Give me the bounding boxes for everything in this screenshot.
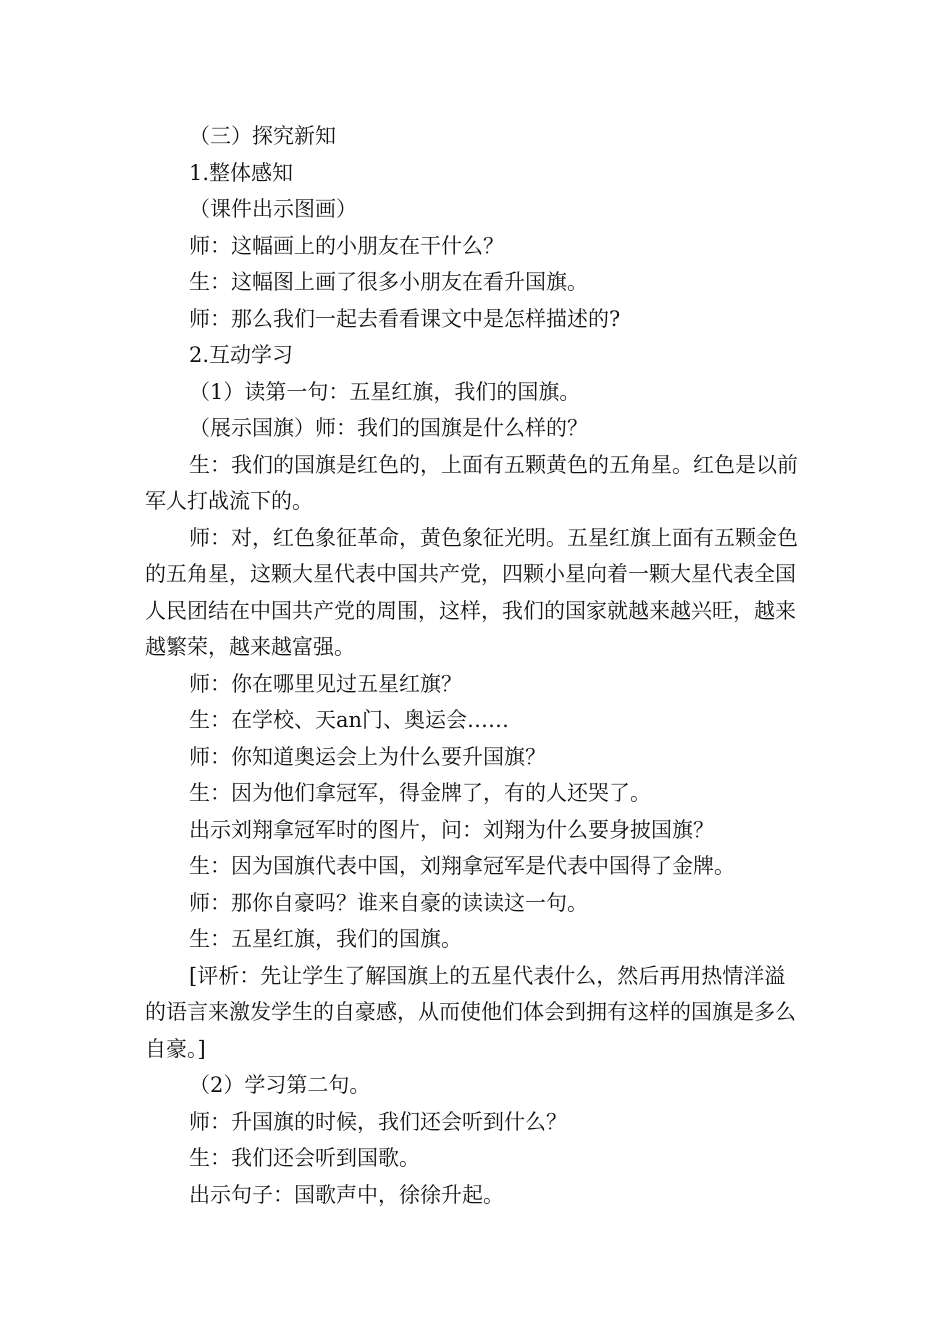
subheading-interactive-learning: 2.互动学习 [189, 343, 294, 367]
paragraph: （2）学习第二句。 [189, 1073, 371, 1097]
dialogue-line: 师：对，红色象征革命，黄色象征光明。五星红旗上面有五颗金色的五角星，这颗大星代表中国共产党，四颗小星向着一颗大星代表全国人民团结在中国共产党的周围，这样，我们的国家就越来越兴旺，越来越繁荣，越来越富强。 [145, 525, 798, 659]
dialogue-line: 生：因为他们拿冠军，得金牌了，有的人还哭了。 [189, 781, 651, 805]
dialogue-line: 师：你在哪里见过五星红旗？ [189, 671, 462, 696]
dialogue-line: 师：那你自豪吗？谁来自豪的读读这一句。 [189, 890, 588, 915]
section-heading: （三）探究新知 [189, 124, 336, 148]
dialogue-line: 生：这幅图上画了很多小朋友在看升国旗。 [189, 270, 588, 294]
commentary-note: [评析：先让学生了解国旗上的五星代表什么，然后再用热情洋溢的语言来激发学生的自豪感，从而使他们体会到拥有这样的国旗是多么自豪。] [145, 963, 796, 1061]
paragraph: （1）读第一句：五星红旗，我们的国旗。 [189, 379, 581, 404]
paragraph: 出示句子：国歌声中，徐徐升起。 [189, 1182, 504, 1207]
dialogue-line: 生：我们还会听到国歌。 [189, 1146, 420, 1170]
dialogue-line: （展示国旗）师：我们的国旗是什么样的？ [189, 416, 588, 440]
subheading-overall-perception: 1.整体感知 [189, 160, 294, 185]
dialogue-line: 师：升国旗的时候，我们还会听到什么？ [189, 1109, 567, 1134]
dialogue-line: 师：这幅画上的小朋友在干什么？ [189, 233, 504, 258]
dialogue-line: 生：在学校、天an门、奥运会…… [189, 708, 510, 732]
dialogue-line: 生：我们的国旗是红色的，上面有五颗黄色的五角星。红色是以前军人打战流下的。 [145, 452, 798, 513]
document-body [145, 118, 805, 1213]
dialogue-line: 师：你知道奥运会上为什么要升国旗？ [189, 744, 546, 769]
paragraph: （课件出示图画） [189, 197, 357, 221]
dialogue-line: 生：因为国旗代表中国，刘翔拿冠军是代表中国得了金牌。 [189, 854, 735, 878]
dialogue-line: 师：那么我们一起去看看课文中是怎样描述的? [189, 306, 621, 331]
dialogue-line: 生：五星红旗，我们的国旗。 [189, 927, 462, 951]
paragraph: 出示刘翔拿冠军时的图片，问：刘翔为什么要身披国旗？ [189, 817, 714, 842]
